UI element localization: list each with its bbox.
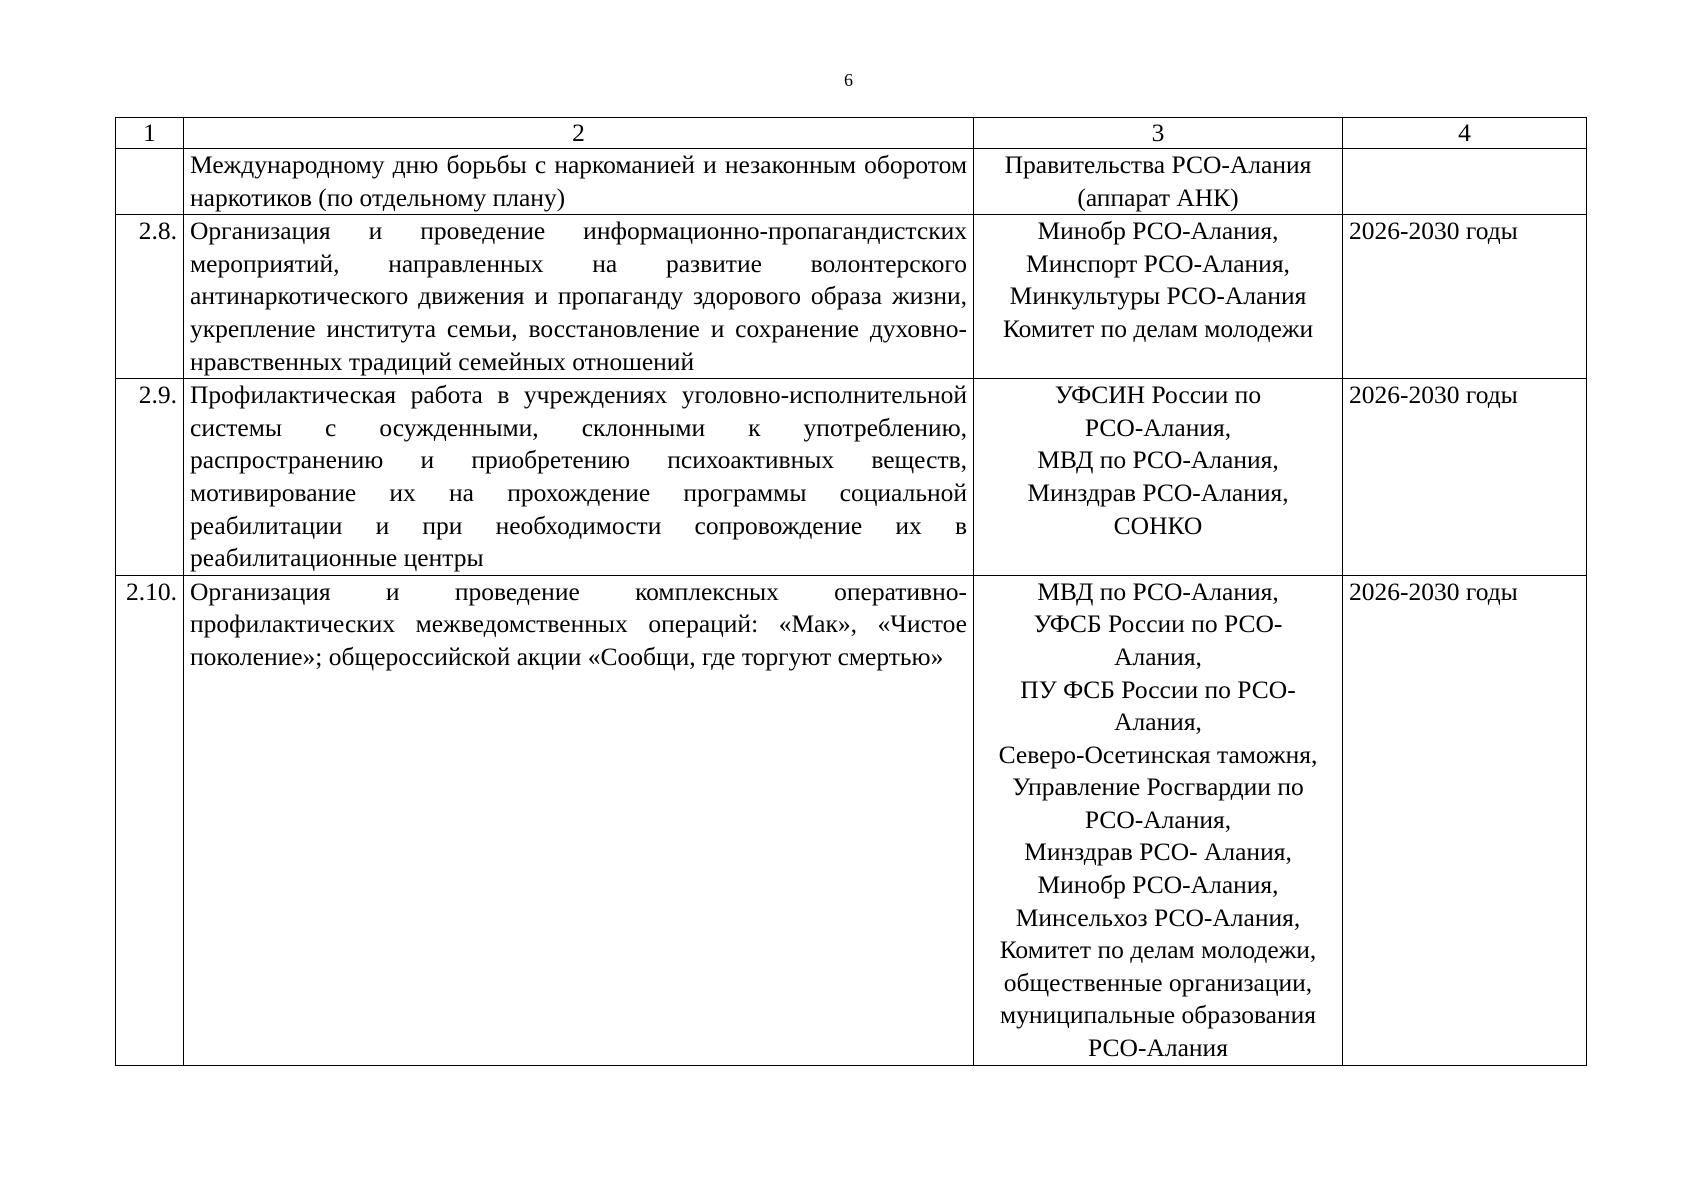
responsible-line: СОНКО [1113,510,1203,540]
column-header-3: 3 [974,118,1343,149]
table-row [116,575,1587,1065]
item-number: 2.9. [116,379,184,576]
item-number [116,149,184,215]
item-description: Организация и проведение комплексных оперативно-профилактических межведомственных операций: «Мак», «Чистое поколение»; общероссийской акции «Сообщи, где торгуют смертью» [184,575,974,1065]
item-responsible [974,379,1343,576]
responsible-line: (аппарат АНК) [1077,182,1239,212]
responsible-line: муниципальные образования [1000,1000,1316,1030]
responsible-line: Алания, [1114,707,1202,737]
responsible-line: Северо-Осетинская таможня, [998,739,1318,769]
item-responsible [974,575,1343,1065]
responsible-line: Правительства РСО-Алания [1004,150,1312,179]
item-period: 2026-2030 годы [1343,379,1587,576]
item-description: Международному дню борьбы с наркоманией и незаконным оборотом наркотиков (по отдельному плану) [184,149,974,215]
responsible-line: РСО-Алания, [1084,412,1232,442]
responsible-line: ПУ ФСБ России по РСО- [1020,674,1296,704]
responsible-line: УФСИН России по [1054,380,1262,410]
responsible-line: Минспорт РСО-Алания, [1026,248,1290,278]
responsible-line: Комитет по делам молодежи, [999,935,1317,965]
responsible-line: МВД по РСО-Алания, [1037,576,1279,606]
item-period [1343,149,1587,215]
responsible-line: Минсельхоз РСО-Алания, [1015,902,1301,932]
responsible-line: Минобр РСО-Алания, [1037,870,1279,900]
item-period: 2026-2030 годы [1343,575,1587,1065]
item-description: Организация и проведение информационно-пропагандистских мероприятий, направленных на развитие волонтерского антинаркотического движения и пропаганду здорового образа жизни, укрепление института семьи, восстановление и сохранение духовно-нравственных традиций семейных отношений [184,215,974,379]
responsible-line: РСО-Алания, [1084,804,1232,834]
responsible-line: Минобр РСО-Алания, [1037,216,1279,246]
item-period: 2026-2030 годы [1343,215,1587,379]
responsible-line: РСО-Алания [1088,1033,1228,1063]
responsible-line: Управление Росгвардии по [1012,772,1304,802]
item-responsible [974,149,1343,215]
responsible-line: МВД по РСО-Алания, [1037,445,1279,475]
column-header-4: 4 [1343,118,1587,149]
page-number: 6 [844,70,853,90]
responsible-line: общественные организации, [1003,967,1313,997]
responsible-line: Алания, [1114,641,1202,671]
responsible-line: УФСБ России по РСО- [1033,609,1283,639]
item-description: Профилактическая работа в учреждениях уголовно-исполнительной системы с осужденными, склонными к употреблению, распространению и приобретению психоактивных веществ, мотивирование их на прохождение программы социальной реабилитации и при необходимости сопровождение их в реабилитационные центры [184,379,974,576]
responsible-line: Минкультуры РСО-Алания [1009,281,1307,311]
responsible-line: Минздрав РСО- Алания, [1024,837,1292,867]
item-number: 2.10. [116,575,184,1065]
column-header-1: 1 [116,118,184,149]
responsible-line: Минздрав РСО-Алания, [1027,477,1289,507]
table-row [116,379,1587,576]
table-header-row [116,118,1587,149]
measures-table [115,117,1587,1066]
table-row [116,149,1587,215]
column-header-2: 2 [184,118,974,149]
table-row [116,215,1587,379]
item-number: 2.8. [116,215,184,379]
responsible-line: Комитет по делам молодежи [1002,313,1314,343]
item-responsible [974,215,1343,379]
